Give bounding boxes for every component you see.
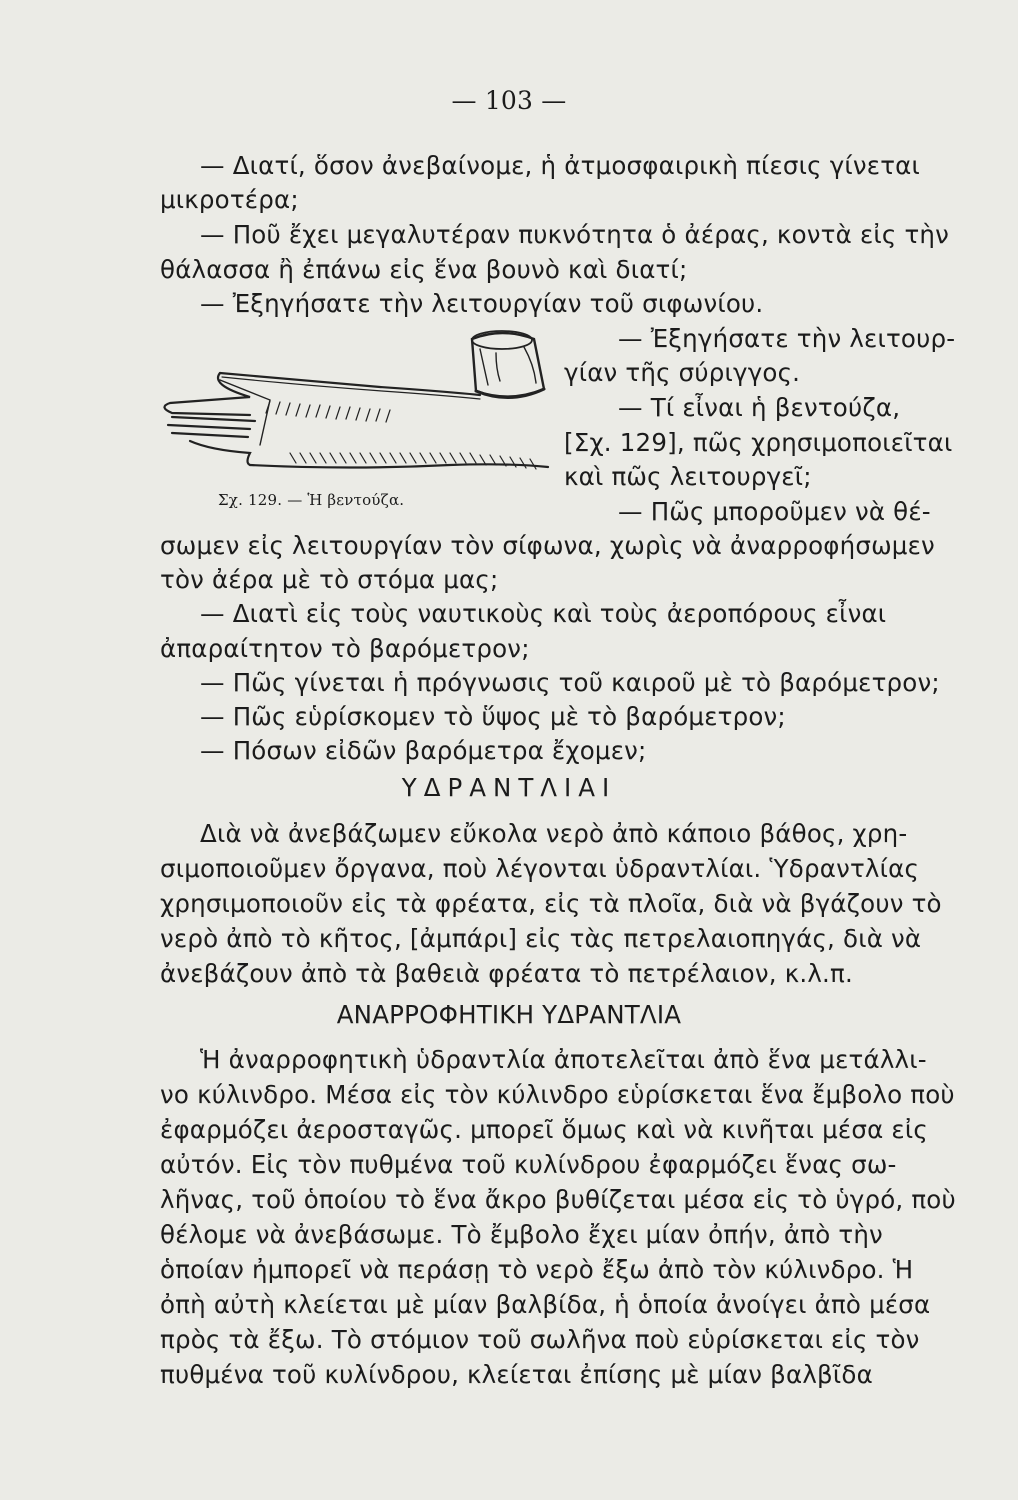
text-line: τὸν ἀέρα μὲ τὸ στόμα μας; (160, 565, 499, 594)
section-heading: ΑΝΑΡΡΟΦΗΤΙΚΗ ΥΔΡΑΝΤΛΙΑ (336, 1000, 682, 1029)
text-line: χρησιμοποιοῦν εἰς τὰ φρέατα, εἰς τὰ πλοῖα, διὰ νὰ βγάζουν τὸ (160, 889, 942, 918)
text-line: καὶ πῶς λειτουργεῖ; (564, 462, 812, 491)
text-line: Διὰ νὰ ἀνεβάζωμεν εὔκολα νερὸ ἀπὸ κάποιο βάθος, χρη- (200, 819, 908, 848)
text-line: — Διατὶ εἰς τοὺς ναυτικοὺς καὶ τοὺς ἀεροπόρους εἶναι (200, 599, 887, 628)
text-line: πρὸς τὰ ἔξω. Τὸ στόμιον τοῦ σωλῆνα ποὺ εὑρίσκεται εἰς τὸν (160, 1325, 920, 1354)
text-line: ἀπαραίτητον τὸ βαρόμετρον; (160, 634, 530, 663)
text-line: μικροτέρα; (160, 185, 299, 214)
text-line: [Σχ. 129], πῶς χρησιμοποιεῖται (564, 428, 953, 457)
text-line: θέλομε νὰ ἀνεβάσωμε. Τὸ ἔμβολο ἔχει μίαν ὀπήν, ἀπὸ τὴν (160, 1220, 883, 1249)
text-line: — Πῶς εὑρίσκομεν τὸ ὕψος μὲ τὸ βαρόμετρον; (200, 702, 786, 731)
figure-caption: Σχ. 129. — Ἡ βεντούζα. (218, 491, 405, 509)
text-line: — Ἐξηγήσατε τὴν λειτουρ- (618, 324, 956, 353)
ventouza-figure (150, 325, 550, 485)
text-line: — Ποῦ ἔχει μεγαλυτέραν πυκνότητα ὁ ἀέρας, κοντὰ εἰς τὴν (200, 220, 950, 249)
section-heading: ΥΔΡΑΝΤΛΙΑΙ (401, 773, 617, 802)
text-line: λῆνας, τοῦ ὁποίου τὸ ἕνα ἄκρο βυθίζεται μέσα εἰς τὸ ὑγρό, ποὺ (160, 1185, 956, 1214)
text-line: — Πῶς μποροῦμεν νὰ θέ- (618, 497, 931, 526)
text-line: — Πόσων εἰδῶν βαρόμετρα ἔχομεν; (200, 736, 647, 765)
text-line: ὀπὴ αὐτὴ κλείεται μὲ μίαν βαλβίδα, ἡ ὁποία ἀνοίγει ἀπὸ μέσα (160, 1290, 931, 1319)
text-line: θάλασσα ἢ ἐπάνω εἰς ἕνα βουνὸ καὶ διατί; (160, 255, 688, 284)
text-line: γίαν τῆς σύριγγος. (564, 358, 801, 387)
text-line: σιμοποιοῦμεν ὄργανα, ποὺ λέγονται ὑδραντλίαι. Ὑδραντλίας (160, 854, 920, 883)
text-line: σωμεν εἰς λειτουργίαν τὸν σίφωνα, χωρὶς νὰ ἀναρροφήσωμεν (160, 531, 935, 560)
text-line: πυθμένα τοῦ κυλίνδρου, κλείεται ἐπίσης μὲ μίαν βαλβῖδα (160, 1360, 873, 1389)
text-line: νο κύλινδρο. Μέσα εἰς τὸν κύλινδρο εὑρίσκεται ἕνα ἔμβολο ποὺ (160, 1080, 955, 1109)
text-line: — Τί εἶναι ἡ βεντούζα, (618, 393, 901, 422)
text-line: αὐτόν. Εἰς τὸν πυθμένα τοῦ κυλίνδρου ἐφαρμόζει ἕνας σω- (160, 1150, 897, 1179)
text-line: ἀνεβάζουν ἀπὸ τὰ βαθειὰ φρέατα τὸ πετρέλαιον, κ.λ.π. (160, 959, 853, 988)
text-line: — Πῶς γίνεται ἡ πρόγνωσις τοῦ καιροῦ μὲ τὸ βαρόμετρον; (200, 668, 940, 697)
text-line: νερὸ ἀπὸ τὸ κῆτος, [ἀμπάρι] εἰς τὰς πετρελαιοπηγάς, διὰ νὰ (160, 924, 922, 953)
text-line: ἐφαρμόζει ἀεροσταγῶς. μπορεῖ ὅμως καὶ νὰ κινῆται μέσα εἰς (160, 1115, 928, 1144)
text-line: ὁποίαν ἠμπορεῖ νὰ περάσῃ τὸ νερὸ ἔξω ἀπὸ τὸν κύλινδρο. Ἡ (160, 1255, 914, 1284)
text-line: Ἡ ἀναρροφητικὴ ὑδραντλία ἀποτελεῖται ἀπὸ ἕνα μετάλλι- (200, 1045, 927, 1074)
text-line: — Διατί, ὅσον ἀνεβαίνομε, ἡ ἀτμοσφαιρικὴ πίεσις γίνεται (200, 151, 921, 180)
page-number: — 103 — (451, 86, 567, 115)
text-line: — Ἐξηγήσατε τὴν λειτουργίαν τοῦ σιφωνίου. (200, 289, 764, 318)
